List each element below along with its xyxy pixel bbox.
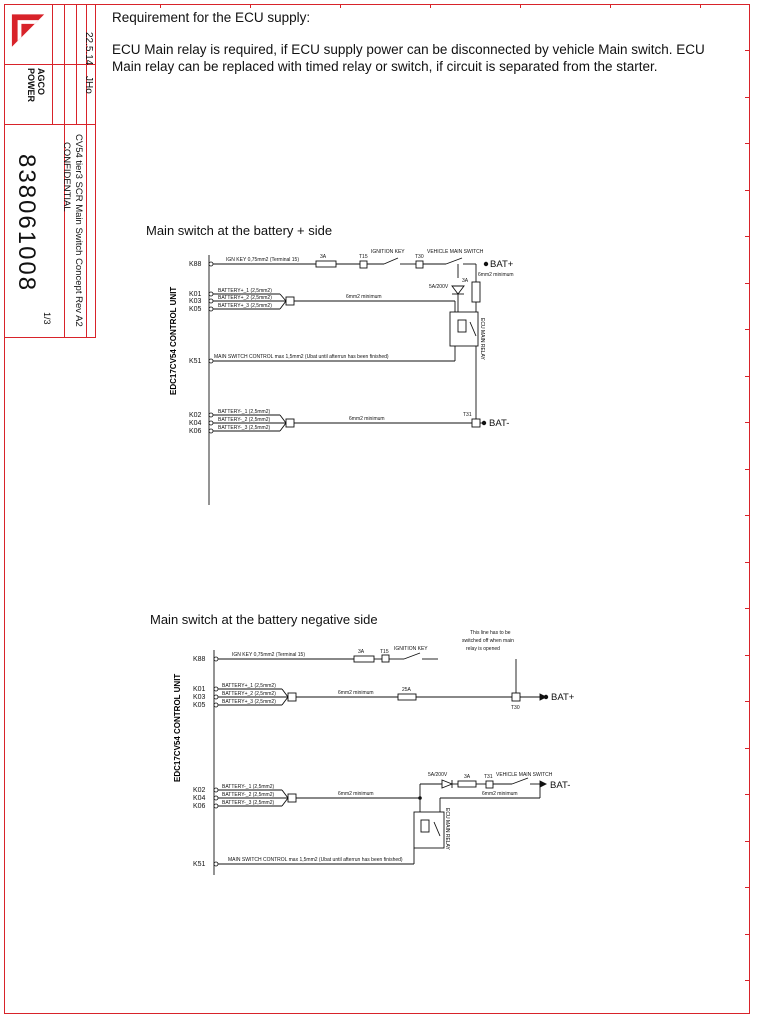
d2-t30-terminal	[512, 693, 520, 701]
schematic-label-diagram2-diode: 5A/200V	[428, 772, 448, 778]
schematic-label-diagram2-wire-6mm-c: 6mm2 minimum	[482, 791, 518, 797]
schematic-label-diagram1-ignition-key: IGNITION KEY	[371, 249, 405, 255]
schematic-label-diagram2-fuse-25a: 25A	[402, 687, 411, 693]
d2-fuse-3a-b	[458, 781, 476, 787]
schematic-label-diagram1-pins-0: K88	[189, 261, 202, 268]
diagram2-title: Main switch at the battery negative side	[150, 612, 378, 627]
schematic-label-diagram2-fuse-3a-b: 3A	[464, 774, 471, 780]
schematic-label-diagram2-pins-7: K51	[193, 861, 206, 868]
d1-bat-minus-label: BAT-	[489, 418, 510, 429]
schematic-label-diagram1-wire-k88: IGN KEY 0,75mm2 (Terminal 15)	[226, 257, 299, 263]
schematic-label-diagram2-pins-6: K06	[193, 803, 206, 810]
schematic-label-diagram1-t15: T15	[359, 254, 368, 260]
schematic-label-diagram2-note-line2: switched off when main	[462, 638, 514, 644]
schematic-label-diagram1-t31: T31	[463, 412, 472, 418]
d2-fuse-3a	[354, 656, 374, 662]
brand-line1: AGCO	[36, 68, 46, 95]
schematic-label-diagram2-bat-minus-wires-2: BATTERY-_3 (2,5mm2)	[222, 800, 275, 806]
d2-relay-label: ECU MAIN RELAY	[444, 808, 450, 850]
schematic-label-diagram1-pins-3: K05	[189, 306, 202, 313]
schematic-label-diagram1-wire-6mm-a: 6mm2 minimum	[478, 272, 514, 278]
schematic-label-diagram2-pins-1: K01	[193, 686, 206, 693]
schematic-label-diagram1-vehicle-main-switch: VEHICLE MAIN SWITCH	[427, 249, 484, 255]
d2-t31-terminal	[486, 781, 493, 788]
d2-main-switch	[512, 778, 528, 784]
schematic-label-diagram2-t15: T15	[380, 649, 389, 655]
schematic-label-diagram1-bat-minus-wires-0: BATTERY-_1 (2,5mm2)	[218, 409, 271, 415]
requirement-paragraph: ECU Main relay is required, if ECU supply power can be disconnected by vehicle Main switch. ECU Main relay can be replaced with timed relay or switch, if circuit is separated from the starter.	[112, 42, 705, 74]
schematic-label-diagram1-fuse-3a-b: 3A	[462, 278, 469, 284]
d1-relay-label: ECU MAIN RELAY	[479, 318, 485, 360]
schematic-label-diagram1-pins-7: K06	[189, 428, 202, 435]
d2-t15-terminal	[382, 655, 389, 662]
schematic-label-diagram2-bat-minus-wires-1: BATTERY-_2 (2,5mm2)	[222, 792, 275, 798]
schematic-label-diagram2-pins-3: K05	[193, 702, 206, 709]
schematic-label-diagram2-bat-plus-wires-2: BATTERY+_3 (2,5mm2)	[222, 699, 276, 705]
page-heading: Requirement for the ECU supply:	[112, 10, 311, 25]
schematic-label-diagram1-fuse-3a: 3A	[320, 254, 327, 260]
d2-splice-plus	[288, 693, 296, 701]
document-number: 838061008	[13, 154, 40, 293]
schematic-label-diagram2-wire-k88: IGN KEY 0,75mm2 (Terminal 15)	[232, 652, 305, 658]
d2-diode	[442, 780, 452, 788]
schematic-label-diagram1-bat-minus-wires-2: BATTERY-_3 (2,5mm2)	[218, 425, 271, 431]
d2-unit-label: EDC17CV54 CONTROL UNIT	[173, 673, 182, 782]
schematic-label-diagram2-wire-6mm-a: 6mm2 minimum	[338, 690, 374, 696]
schematic-label-diagram2-pins-4: K02	[193, 787, 206, 794]
d1-bat-plus-label: BAT+	[490, 259, 514, 270]
schematic-label-diagram2-wire-6mm-b: 6mm2 minimum	[338, 791, 374, 797]
d2-fuse-25a	[398, 694, 416, 700]
schematic-label-diagram2-pins-0: K88	[193, 656, 206, 663]
schematic-label-diagram2-ignition-key: IGNITION KEY	[394, 646, 428, 652]
schematic-label-diagram2-control-wire: MAIN SWITCH CONTROL max 1,5mm2 (Ubat until afterrun has been finished)	[228, 857, 403, 863]
d2-ignition-switch	[404, 653, 420, 659]
schematic-label-diagram1-bat-plus-wires-0: BATTERY+_1 (2,5mm2)	[218, 288, 272, 294]
schematic-label-diagram2-note-line1: This line has to be	[470, 630, 511, 636]
diagram1-title: Main switch at the battery + side	[146, 223, 333, 238]
brand-line2: POWER	[26, 68, 36, 103]
schematic-label-diagram2-vehicle-main-switch: VEHICLE MAIN SWITCH	[496, 772, 553, 778]
schematic-label-diagram2-pins-5: K04	[193, 795, 206, 802]
schematic-label-diagram1-pins-6: K04	[189, 420, 202, 427]
sheet-number: 1/3	[42, 312, 52, 325]
schematic-label-diagram1-diode: 5A/200V	[429, 284, 449, 290]
schematic-label-diagram1-pins-1: K01	[189, 291, 202, 298]
schematic-label-diagram1-wire-6mm-b: 6mm2 minimum	[346, 294, 382, 300]
schematic-label-diagram2-t31: T31	[484, 774, 493, 780]
schematic-label-diagram1-t30: T30	[415, 254, 424, 260]
schematic-label-diagram2-bat-plus-wires-0: BATTERY+_1 (2,5mm2)	[222, 683, 276, 689]
schematic-label-diagram1-bat-plus-wires-2: BATTERY+_3 (2,5mm2)	[218, 303, 272, 309]
revision-date: 22.5.14	[83, 32, 94, 66]
schematic-label-diagram2-bat-minus-wires-0: BATTERY-_1 (2,5mm2)	[222, 784, 275, 790]
schematic-label-diagram1-pins-5: K02	[189, 412, 202, 419]
schematic-label-diagram2-fuse-3a: 3A	[358, 649, 365, 655]
d2-bat-minus-label: BAT-	[550, 780, 571, 791]
schematic-label-diagram1-bat-plus-wires-1: BATTERY+_2 (2,5mm2)	[218, 295, 272, 301]
drawing-title: CV54 tier3 SCR Main Switch Concept Rev A2	[73, 134, 84, 327]
schematic-label-diagram1-bat-minus-wires-1: BATTERY-_2 (2,5mm2)	[218, 417, 271, 423]
schematic-label-diagram1-wire-6mm-c: 6mm2 minimum	[349, 416, 385, 422]
d2-bat-plus-node	[544, 695, 548, 699]
schematic-label-diagram2-pins-2: K03	[193, 694, 206, 701]
schematic-label-diagram2-t30: T30	[511, 705, 520, 711]
schematic-label-diagram1-control-wire: MAIN SWITCH CONTROL max 1,5mm2 (Ubat until afterrun has been finished)	[214, 354, 389, 360]
d1-unit-label: EDC17CV54 CONTROL UNIT	[169, 286, 178, 395]
d2-bat-plus-label: BAT+	[551, 692, 575, 703]
schematic-label-diagram1-pins-4: K51	[189, 358, 202, 365]
d2-splice-minus	[288, 794, 296, 802]
author: JHo	[83, 76, 94, 94]
schematic-label-diagram1-pins-2: K03	[189, 298, 202, 305]
classification: CONFIDENTIAL	[61, 142, 72, 212]
schematic-label-diagram2-bat-plus-wires-1: BATTERY+_2 (2,5mm2)	[222, 691, 276, 697]
schematic-label-diagram2-note-line3: relay is opened	[466, 646, 500, 652]
